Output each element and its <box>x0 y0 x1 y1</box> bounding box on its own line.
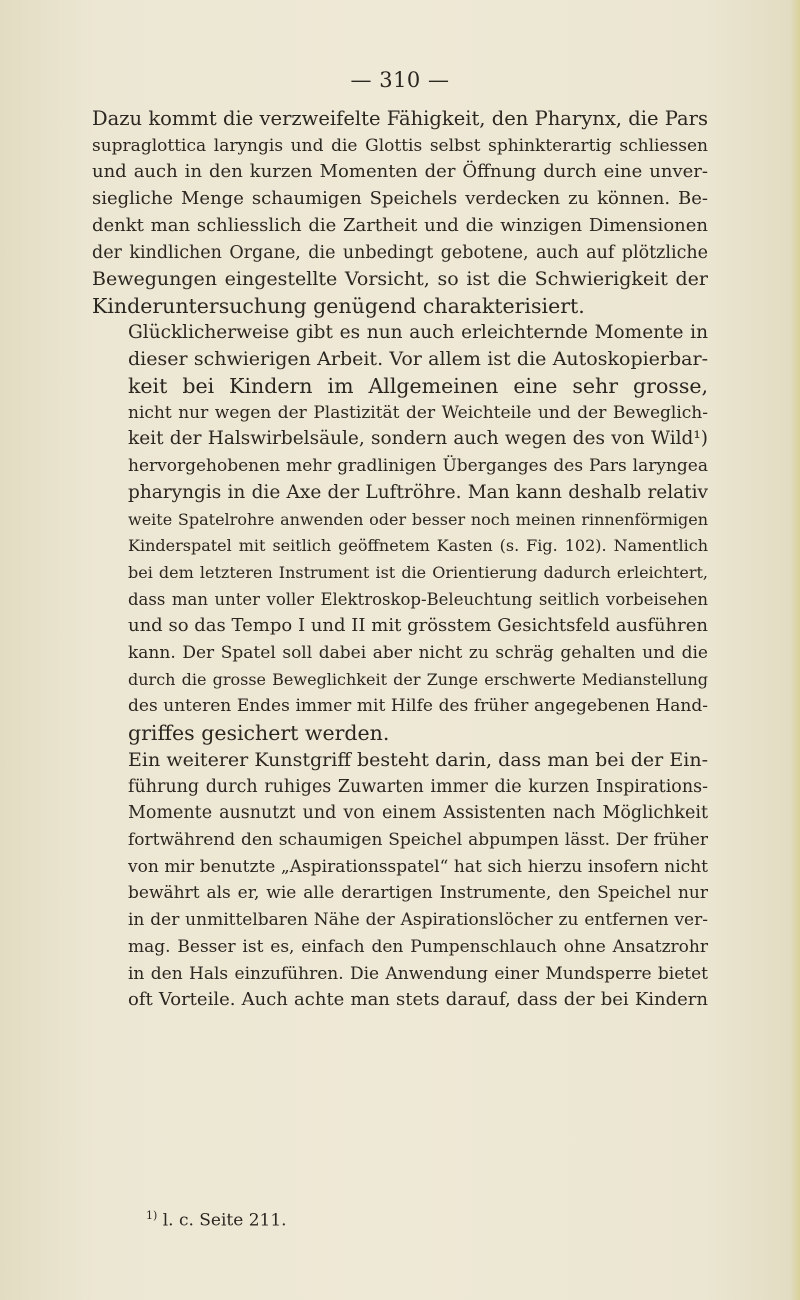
text-line: Bewegungen eingestellte Vorsicht, so ist die Schwierigkeit der <box>92 268 708 291</box>
text-line: hervorgehobenen mehr gradlinigen Überganges des Pars laryngea <box>128 456 708 477</box>
text-line: nicht nur wegen der Plastizität der Weichteile und der Beweglich- <box>128 402 708 423</box>
text-line: bei dem letzteren Instrument ist die Orientierung dadurch erleichtert, <box>128 562 708 582</box>
text-line: pharyngis in die Axe der Luftröhre. Man kann deshalb relativ <box>128 481 708 503</box>
text-line: und auch in den kurzen Momenten der Öffnung durch eine unver- <box>92 161 708 183</box>
text-line: dass man unter voller Elektroskop-Beleuchtung seitlich vorbeisehen <box>128 589 708 609</box>
text-line: Ein weiterer Kunstgriff besteht darin, dass man bei der Ein- <box>128 748 708 771</box>
text-line: keit bei Kindern im Allgemeinen eine sehr grosse, <box>128 374 708 399</box>
text-line: Dazu kommt die verzweifelte Fähigkeit, den Pharynx, die Pars <box>92 107 708 130</box>
text-line: siegliche Menge schaumigen Speichels verdecken zu können. Be- <box>92 188 708 210</box>
footnote-mark: 1) <box>146 1209 158 1222</box>
text-line: Glücklicherweise gibt es nun auch erleichternde Momente in <box>128 321 708 343</box>
text-line: führung durch ruhiges Zuwarten immer die kurzen Inspirations- <box>128 776 708 797</box>
text-line: fortwährend den schaumigen Speichel abpumpen lässt. Der früher <box>128 829 708 850</box>
paragraph-2 <box>92 320 708 747</box>
text-line: denkt man schliesslich die Zartheit und die winzigen Dimensionen <box>92 214 708 236</box>
text-line: bewährt als er, wie alle derartigen Instrumente, den Speichel nur <box>128 883 708 904</box>
text-line: Kinderuntersuchung genügend charakterisiert. <box>92 293 585 318</box>
text-line: weite Spatelrohre anwenden oder besser noch meinen rinnenförmigen <box>128 509 708 529</box>
text-line: Kinderspatel mit seitlich geöffnetem Kasten (s. Fig. 102). Namentlich <box>128 536 708 556</box>
text-line: Momente ausnutzt und von einem Assistenten nach Möglichkeit <box>128 803 708 824</box>
text-line: in der unmittelbaren Nähe der Aspirationslöcher zu entfernen ver- <box>128 910 708 931</box>
text-line: supraglottica laryngis und die Glottis selbst sphinkterartig schliessen <box>92 135 708 156</box>
text-line: der kindlichen Organe, die unbedingt gebotene, auch auf plötzliche <box>92 242 708 263</box>
text-line: mag. Besser ist es, einfach den Pumpenschlauch ohne Ansatzrohr <box>128 936 708 957</box>
text-line: kann. Der Spatel soll dabei aber nicht zu schräg gehalten und die <box>128 643 708 664</box>
text-line: griffes gesichert werden. <box>128 721 390 746</box>
text-line: oft Vorteile. Auch achte man stets darauf, dass der bei Kindern <box>128 989 708 1011</box>
text-line: von mir benutzte „Aspirationsspatel“ hat sich hierzu insofern nicht <box>128 856 708 877</box>
text-line: in den Hals einzuführen. Die Anwendung einer Mundsperre bietet <box>128 963 708 984</box>
paragraph-1 <box>92 106 708 320</box>
text-line: durch die grosse Beweglichkeit der Zunge erschwerte Medianstellung <box>128 669 708 689</box>
paragraph-3 <box>92 747 708 1014</box>
footnote <box>146 1205 287 1232</box>
text-line: des unteren Endes immer mit Hilfe des früher angegebenen Hand- <box>128 696 708 717</box>
text-line: keit der Halswirbelsäule, sondern auch wegen des von Wild¹) <box>128 428 708 450</box>
text-line: und so das Tempo I und II mit grösstem Gesichtsfeld ausführen <box>128 615 708 637</box>
page-edge-shadow <box>790 0 800 1300</box>
footnote-text: l. c. Seite 211. <box>162 1210 287 1231</box>
body-text <box>92 106 708 1014</box>
page-number: — 310 — <box>350 68 450 92</box>
text-line: dieser schwierigen Arbeit. Vor allem ist die Autoskopierbar- <box>128 348 708 371</box>
